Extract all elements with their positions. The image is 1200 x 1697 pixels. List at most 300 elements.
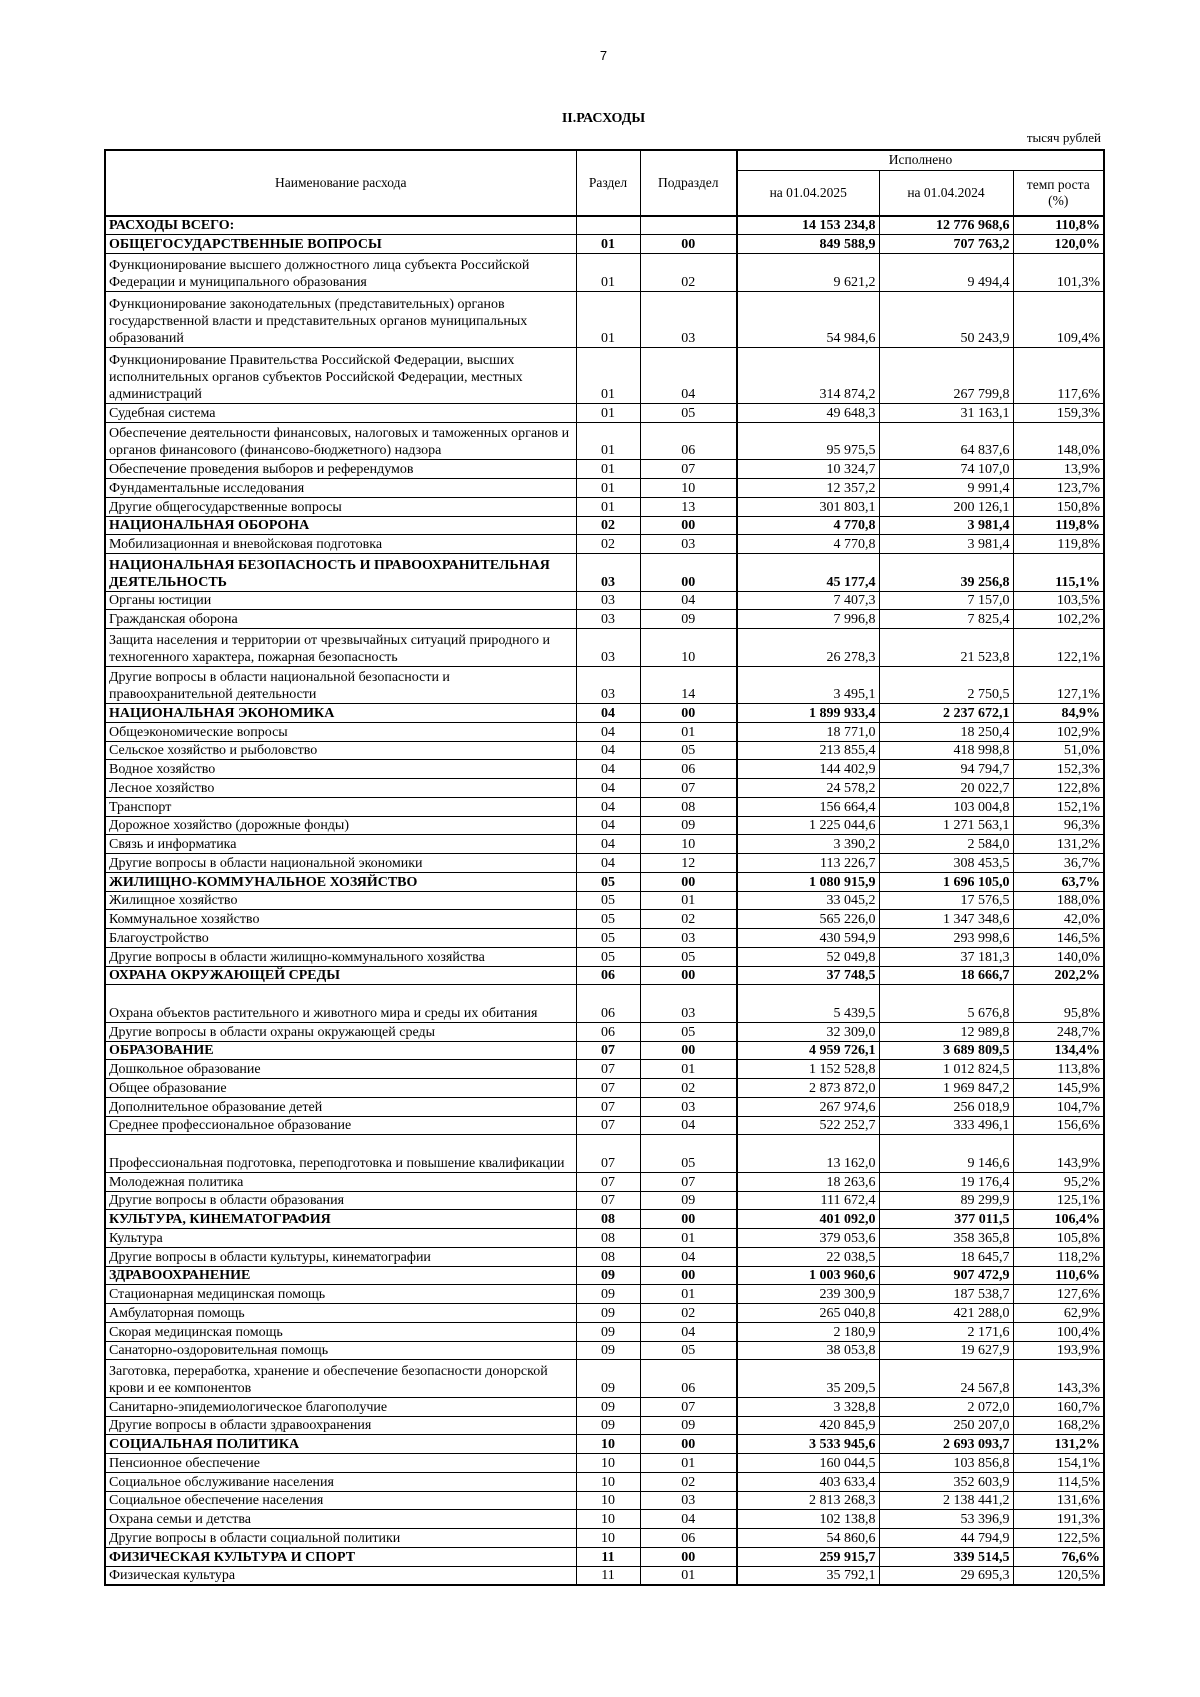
expense-name-cell: Молодежная политика [105,1172,576,1191]
executed-previous-cell: 89 299,9 [879,1191,1013,1210]
growth-rate-cell: 95,2% [1013,1172,1104,1191]
executed-previous-cell: 19 627,9 [879,1341,1013,1360]
section-code-cell: 01 [576,422,640,460]
executed-current-cell: 265 040,8 [737,1304,879,1323]
executed-previous-cell: 907 472,9 [879,1266,1013,1285]
executed-current-cell: 102 138,8 [737,1510,879,1529]
section-code-cell: 09 [576,1304,640,1323]
table-row [105,235,1104,254]
executed-current-cell: 314 874,2 [737,347,879,403]
growth-rate-cell: 122,1% [1013,629,1104,667]
expense-name-cell: ФИЗИЧЕСКАЯ КУЛЬТУРА И СПОРТ [105,1547,576,1566]
expense-name-cell: НАЦИОНАЛЬНАЯ ЭКОНОМИКА [105,704,576,723]
section-code-cell: 01 [576,291,640,347]
expense-name-cell: Другие вопросы в области социальной политики [105,1529,576,1548]
growth-rate-cell: 131,2% [1013,1435,1104,1454]
growth-rate-cell: 109,4% [1013,291,1104,347]
expense-name-cell: Другие общегосударственные вопросы [105,497,576,516]
subsection-code-cell: 03 [640,929,737,948]
expense-name-cell: Общее образование [105,1079,576,1098]
executed-current-cell: 22 038,5 [737,1247,879,1266]
table-row [105,1566,1104,1585]
subsection-code-cell: 04 [640,1322,737,1341]
growth-rate-cell: 122,8% [1013,779,1104,798]
table-row [105,1247,1104,1266]
subsection-code-cell: 04 [640,1116,737,1135]
executed-previous-cell: 12 989,8 [879,1022,1013,1041]
section-code-cell: 08 [576,1229,640,1248]
expense-name-cell: ОБРАЗОВАНИЕ [105,1041,576,1060]
expense-name-cell: Другие вопросы в области национальной безопасности и правоохранительной деятельности [105,666,576,704]
executed-previous-cell: 39 256,8 [879,554,1013,592]
growth-rate-cell: 150,8% [1013,497,1104,516]
section-code-cell: 10 [576,1491,640,1510]
table-row [105,404,1104,423]
subsection-code-cell: 10 [640,629,737,667]
growth-rate-cell: 96,3% [1013,816,1104,835]
growth-rate-cell: 120,5% [1013,1566,1104,1585]
executed-previous-cell: 1 969 847,2 [879,1079,1013,1098]
section-code-cell: 07 [576,1135,640,1173]
growth-rate-cell: 159,3% [1013,404,1104,423]
section-code-cell: 08 [576,1247,640,1266]
executed-current-cell: 160 044,5 [737,1454,879,1473]
growth-rate-cell: 188,0% [1013,891,1104,910]
executed-current-cell: 18 771,0 [737,722,879,741]
executed-current-cell: 1 152 528,8 [737,1060,879,1079]
expense-name-cell: Гражданская оборона [105,610,576,629]
expense-name-cell: Социальное обслуживание населения [105,1472,576,1491]
executed-current-cell: 420 845,9 [737,1416,879,1435]
subsection-code-cell: 07 [640,1397,737,1416]
executed-current-cell: 38 053,8 [737,1341,879,1360]
executed-previous-cell: 64 837,6 [879,422,1013,460]
executed-previous-cell: 2 584,0 [879,835,1013,854]
executed-current-cell: 144 402,9 [737,760,879,779]
expense-name-cell: НАЦИОНАЛЬНАЯ ОБОРОНА [105,516,576,535]
section-code-cell: 10 [576,1529,640,1548]
section-code-cell: 01 [576,404,640,423]
growth-rate-cell: 103,5% [1013,591,1104,610]
section-code-cell: 10 [576,1472,640,1491]
table-row [105,497,1104,516]
executed-previous-cell: 3 981,4 [879,516,1013,535]
executed-previous-cell: 19 176,4 [879,1172,1013,1191]
executed-current-cell: 1 899 933,4 [737,704,879,723]
expense-name-cell: Обеспечение проведения выборов и референдумов [105,460,576,479]
section-code-cell: 01 [576,497,640,516]
expense-name-cell: Фундаментальные исследования [105,479,576,498]
expense-name-cell: Другие вопросы в области культуры, кинематографии [105,1247,576,1266]
executed-previous-cell: 74 107,0 [879,460,1013,479]
subsection-code-cell: 06 [640,422,737,460]
expense-name-cell: Другие вопросы в области жилищно-коммунального хозяйства [105,947,576,966]
section-code-cell: 03 [576,591,640,610]
executed-previous-cell: 31 163,1 [879,404,1013,423]
executed-current-cell: 45 177,4 [737,554,879,592]
subsection-code-cell: 01 [640,1229,737,1248]
expense-name-cell: Судебная система [105,404,576,423]
executed-current-cell: 7 996,8 [737,610,879,629]
table-row [105,985,1104,1023]
growth-rate-cell: 125,1% [1013,1191,1104,1210]
section-code-cell: 05 [576,891,640,910]
table-row [105,610,1104,629]
subsection-code-cell: 09 [640,816,737,835]
executed-previous-cell: 308 453,5 [879,854,1013,873]
table-row [105,910,1104,929]
column-header-growth: темп роста (%) [1013,170,1104,216]
subsection-code-cell: 00 [640,966,737,985]
growth-rate-cell: 145,9% [1013,1079,1104,1098]
expense-name-cell: Обеспечение деятельности финансовых, налоговых и таможенных органов и органов финансового (финансово-бюджетного) надзора [105,422,576,460]
subsection-code-cell: 01 [640,1060,737,1079]
executed-previous-cell: 18 666,7 [879,966,1013,985]
subsection-code-cell: 05 [640,947,737,966]
table-row [105,1304,1104,1323]
table-row [105,797,1104,816]
executed-previous-cell: 24 567,8 [879,1360,1013,1398]
expense-name-cell: Среднее профессиональное образование [105,1116,576,1135]
subsection-code-cell: 02 [640,1304,737,1323]
executed-previous-cell: 421 288,0 [879,1304,1013,1323]
executed-current-cell: 49 648,3 [737,404,879,423]
section-code-cell: 08 [576,1210,640,1229]
growth-rate-cell: 42,0% [1013,910,1104,929]
subsection-code-cell: 08 [640,797,737,816]
executed-current-cell: 37 748,5 [737,966,879,985]
executed-previous-cell: 2 750,5 [879,666,1013,704]
expense-name-cell: Другие вопросы в области здравоохранения [105,1416,576,1435]
table-row [105,347,1104,403]
table-row [105,1341,1104,1360]
table-row [105,1172,1104,1191]
expense-name-cell: Другие вопросы в области национальной экономики [105,854,576,873]
section-code-cell: 11 [576,1566,640,1585]
section-code-cell: 11 [576,1547,640,1566]
growth-rate-cell: 143,3% [1013,1360,1104,1398]
subsection-code-cell: 05 [640,1022,737,1041]
section-code-cell: 07 [576,1060,640,1079]
subsection-code-cell: 00 [640,1041,737,1060]
section-title: II.РАСХОДЫ [561,111,646,126]
subsection-code-cell: 01 [640,891,737,910]
subsection-code-cell: 00 [640,872,737,891]
executed-previous-cell: 44 794,9 [879,1529,1013,1548]
subsection-code-cell: 06 [640,1529,737,1548]
table-row [105,216,1104,235]
table-row [105,1547,1104,1566]
section-code-cell: 01 [576,460,640,479]
growth-rate-cell: 202,2% [1013,966,1104,985]
executed-previous-cell: 2 072,0 [879,1397,1013,1416]
expense-name-cell: Профессиональная подготовка, переподготовка и повышение квалификации [105,1135,576,1173]
table-row [105,629,1104,667]
growth-rate-cell: 113,8% [1013,1060,1104,1079]
section-code-cell: 04 [576,722,640,741]
executed-previous-cell: 339 514,5 [879,1547,1013,1566]
growth-rate-cell: 127,6% [1013,1285,1104,1304]
subsection-code-cell: 09 [640,1191,737,1210]
executed-previous-cell: 3 689 809,5 [879,1041,1013,1060]
executed-previous-cell: 2 237 672,1 [879,704,1013,723]
subsection-code-cell: 01 [640,722,737,741]
growth-rate-cell: 100,4% [1013,1322,1104,1341]
table-row [105,1022,1104,1041]
page-number: 7 [599,48,608,63]
growth-rate-cell: 114,5% [1013,1472,1104,1491]
subsection-code-cell: 04 [640,347,737,403]
executed-previous-cell: 17 576,5 [879,891,1013,910]
subsection-code-cell: 05 [640,741,737,760]
subsection-code-cell: 07 [640,1172,737,1191]
expense-name-cell: Дошкольное образование [105,1060,576,1079]
executed-previous-cell: 5 676,8 [879,985,1013,1023]
executed-previous-cell: 9 991,4 [879,479,1013,498]
section-code-cell: 04 [576,835,640,854]
executed-previous-cell: 21 523,8 [879,629,1013,667]
section-code-cell: 01 [576,254,640,292]
section-code-cell: 09 [576,1360,640,1398]
column-header-subsection: Подраздел [640,150,737,216]
subsection-code-cell: 07 [640,779,737,798]
executed-current-cell: 3 533 945,6 [737,1435,879,1454]
subsection-code-cell: 03 [640,985,737,1023]
expense-name-cell: Стационарная медицинская помощь [105,1285,576,1304]
executed-current-cell: 5 439,5 [737,985,879,1023]
executed-current-cell: 3 390,2 [737,835,879,854]
section-code-cell: 05 [576,947,640,966]
executed-previous-cell: 418 998,8 [879,741,1013,760]
table-row [105,535,1104,554]
subsection-code-cell: 00 [640,516,737,535]
growth-rate-cell: 146,5% [1013,929,1104,948]
executed-current-cell: 18 263,6 [737,1172,879,1191]
executed-current-cell: 1 003 960,6 [737,1266,879,1285]
section-code-cell: 06 [576,966,640,985]
section-code-cell [576,216,640,235]
section-code-cell: 09 [576,1322,640,1341]
growth-rate-cell: 76,6% [1013,1547,1104,1566]
expense-name-cell: Другие вопросы в области охраны окружающей среды [105,1022,576,1041]
expense-name-cell: Дорожное хозяйство (дорожные фонды) [105,816,576,835]
executed-current-cell: 9 621,2 [737,254,879,292]
expense-name-cell: Органы юстиции [105,591,576,610]
executed-current-cell: 1 225 044,6 [737,816,879,835]
expense-name-cell: Социальное обеспечение населения [105,1491,576,1510]
expense-name-cell: Лесное хозяйство [105,779,576,798]
section-code-cell: 01 [576,235,640,254]
subsection-code-cell: 13 [640,497,737,516]
growth-rate-cell: 84,9% [1013,704,1104,723]
executed-current-cell: 213 855,4 [737,741,879,760]
expense-name-cell: Санаторно-оздоровительная помощь [105,1341,576,1360]
expense-name-cell: Санитарно-эпидемиологическое благополучие [105,1397,576,1416]
section-code-cell: 09 [576,1397,640,1416]
expense-name-cell: Другие вопросы в области образования [105,1191,576,1210]
executed-current-cell: 10 324,7 [737,460,879,479]
table-row [105,1416,1104,1435]
subsection-code-cell: 05 [640,1135,737,1173]
executed-current-cell: 3 328,8 [737,1397,879,1416]
section-code-cell: 06 [576,1022,640,1041]
executed-previous-cell: 707 763,2 [879,235,1013,254]
executed-current-cell: 54 984,6 [737,291,879,347]
expense-name-cell: Связь и информатика [105,835,576,854]
expense-name-cell: Защита населения и территории от чрезвычайных ситуаций природного и техногенного характера, пожарная безопасность [105,629,576,667]
expense-name-cell: Жилищное хозяйство [105,891,576,910]
growth-rate-cell: 117,6% [1013,347,1104,403]
section-code-cell: 01 [576,347,640,403]
executed-previous-cell: 53 396,9 [879,1510,1013,1529]
table-row [105,554,1104,592]
column-header-section: Раздел [576,150,640,216]
table-row [105,816,1104,835]
expense-name-cell: Благоустройство [105,929,576,948]
growth-rate-cell: 191,3% [1013,1510,1104,1529]
executed-previous-cell: 1 696 105,0 [879,872,1013,891]
expense-name-cell: Сельское хозяйство и рыболовство [105,741,576,760]
growth-rate-cell: 102,2% [1013,610,1104,629]
growth-rate-cell: 152,1% [1013,797,1104,816]
executed-current-cell: 35 209,5 [737,1360,879,1398]
executed-previous-cell: 250 207,0 [879,1416,1013,1435]
executed-previous-cell: 256 018,9 [879,1097,1013,1116]
executed-current-cell: 1 080 915,9 [737,872,879,891]
executed-previous-cell: 7 157,0 [879,591,1013,610]
expense-name-cell: СОЦИАЛЬНАЯ ПОЛИТИКА [105,1435,576,1454]
section-code-cell: 10 [576,1454,640,1473]
expense-name-cell: Общеэкономические вопросы [105,722,576,741]
column-header-executed: Исполнено [737,150,1104,170]
growth-rate-cell: 118,2% [1013,1247,1104,1266]
subsection-code-cell: 04 [640,591,737,610]
executed-previous-cell: 267 799,8 [879,347,1013,403]
subsection-code-cell: 00 [640,554,737,592]
expense-name-cell: Коммунальное хозяйство [105,910,576,929]
expense-name-cell: Скорая медицинская помощь [105,1322,576,1341]
expenses-table [104,149,1105,1586]
subsection-code-cell: 00 [640,704,737,723]
growth-rate-cell: 119,8% [1013,516,1104,535]
executed-previous-cell: 7 825,4 [879,610,1013,629]
subsection-code-cell: 00 [640,235,737,254]
section-code-cell: 07 [576,1079,640,1098]
section-code-cell: 07 [576,1097,640,1116]
executed-previous-cell: 29 695,3 [879,1566,1013,1585]
table-row [105,1041,1104,1060]
growth-rate-cell: 120,0% [1013,235,1104,254]
executed-previous-cell: 377 011,5 [879,1210,1013,1229]
executed-previous-cell: 187 538,7 [879,1285,1013,1304]
executed-current-cell: 522 252,7 [737,1116,879,1135]
executed-current-cell: 95 975,5 [737,422,879,460]
executed-previous-cell: 103 856,8 [879,1454,1013,1473]
growth-rate-cell: 168,2% [1013,1416,1104,1435]
executed-current-cell: 565 226,0 [737,910,879,929]
expense-name-cell: РАСХОДЫ ВСЕГО: [105,216,576,235]
table-row [105,254,1104,292]
subsection-code-cell: 02 [640,910,737,929]
executed-previous-cell: 94 794,7 [879,760,1013,779]
executed-current-cell: 4 959 726,1 [737,1041,879,1060]
section-code-cell: 03 [576,610,640,629]
growth-rate-cell: 102,9% [1013,722,1104,741]
section-code-cell: 04 [576,760,640,779]
expense-name-cell: Охрана объектов растительного и животного мира и среды их обитания [105,985,576,1023]
subsection-code-cell: 06 [640,1360,737,1398]
table-row [105,1191,1104,1210]
executed-current-cell: 32 309,0 [737,1022,879,1041]
subsection-code-cell: 03 [640,1097,737,1116]
executed-previous-cell: 18 250,4 [879,722,1013,741]
executed-previous-cell: 3 981,4 [879,535,1013,554]
expense-name-cell: Пенсионное обеспечение [105,1454,576,1473]
subsection-code-cell: 03 [640,535,737,554]
table-row [105,1266,1104,1285]
growth-rate-cell: 110,8% [1013,216,1104,235]
executed-current-cell: 4 770,8 [737,535,879,554]
growth-rate-cell: 131,6% [1013,1491,1104,1510]
table-row [105,704,1104,723]
growth-rate-cell: 143,9% [1013,1135,1104,1173]
section-code-cell: 07 [576,1041,640,1060]
executed-previous-cell: 9 146,6 [879,1135,1013,1173]
executed-previous-cell: 18 645,7 [879,1247,1013,1266]
expense-name-cell: Функционирование Правительства Российской Федерации, высших исполнительных органов субъектов Российской Федерации, местных администраций [105,347,576,403]
table-row [105,1472,1104,1491]
executed-current-cell: 259 915,7 [737,1547,879,1566]
table-row [105,1454,1104,1473]
expense-name-cell: Амбулаторная помощь [105,1304,576,1323]
growth-rate-cell: 156,6% [1013,1116,1104,1135]
section-code-cell: 04 [576,779,640,798]
table-row [105,516,1104,535]
table-row [105,591,1104,610]
executed-current-cell: 52 049,8 [737,947,879,966]
section-code-cell: 05 [576,910,640,929]
executed-previous-cell: 293 998,6 [879,929,1013,948]
executed-previous-cell: 1 012 824,5 [879,1060,1013,1079]
growth-rate-cell: 110,6% [1013,1266,1104,1285]
subsection-code-cell: 04 [640,1247,737,1266]
table-row [105,779,1104,798]
executed-current-cell: 13 162,0 [737,1135,879,1173]
expense-name-cell: Транспорт [105,797,576,816]
section-code-cell: 03 [576,554,640,592]
executed-current-cell: 7 407,3 [737,591,879,610]
expense-name-cell: Водное хозяйство [105,760,576,779]
executed-previous-cell: 200 126,1 [879,497,1013,516]
column-header-name: Наименование расхода [105,150,576,216]
subsection-code-cell: 04 [640,1510,737,1529]
table-row [105,1360,1104,1398]
header-row-top [105,150,1104,170]
subsection-code-cell: 00 [640,1266,737,1285]
executed-current-cell: 267 974,6 [737,1097,879,1116]
growth-rate-cell: 51,0% [1013,741,1104,760]
executed-previous-cell: 352 603,9 [879,1472,1013,1491]
section-code-cell: 10 [576,1510,640,1529]
table-row [105,891,1104,910]
expense-name-cell: ОБЩЕГОСУДАРСТВЕННЫЕ ВОПРОСЫ [105,235,576,254]
section-code-cell: 05 [576,929,640,948]
table-row [105,872,1104,891]
subsection-code-cell: 01 [640,1566,737,1585]
expense-name-cell: Функционирование законодательных (представительных) органов государственной власти и представительных органов муниципальных образований [105,291,576,347]
executed-current-cell: 401 092,0 [737,1210,879,1229]
section-code-cell: 04 [576,854,640,873]
